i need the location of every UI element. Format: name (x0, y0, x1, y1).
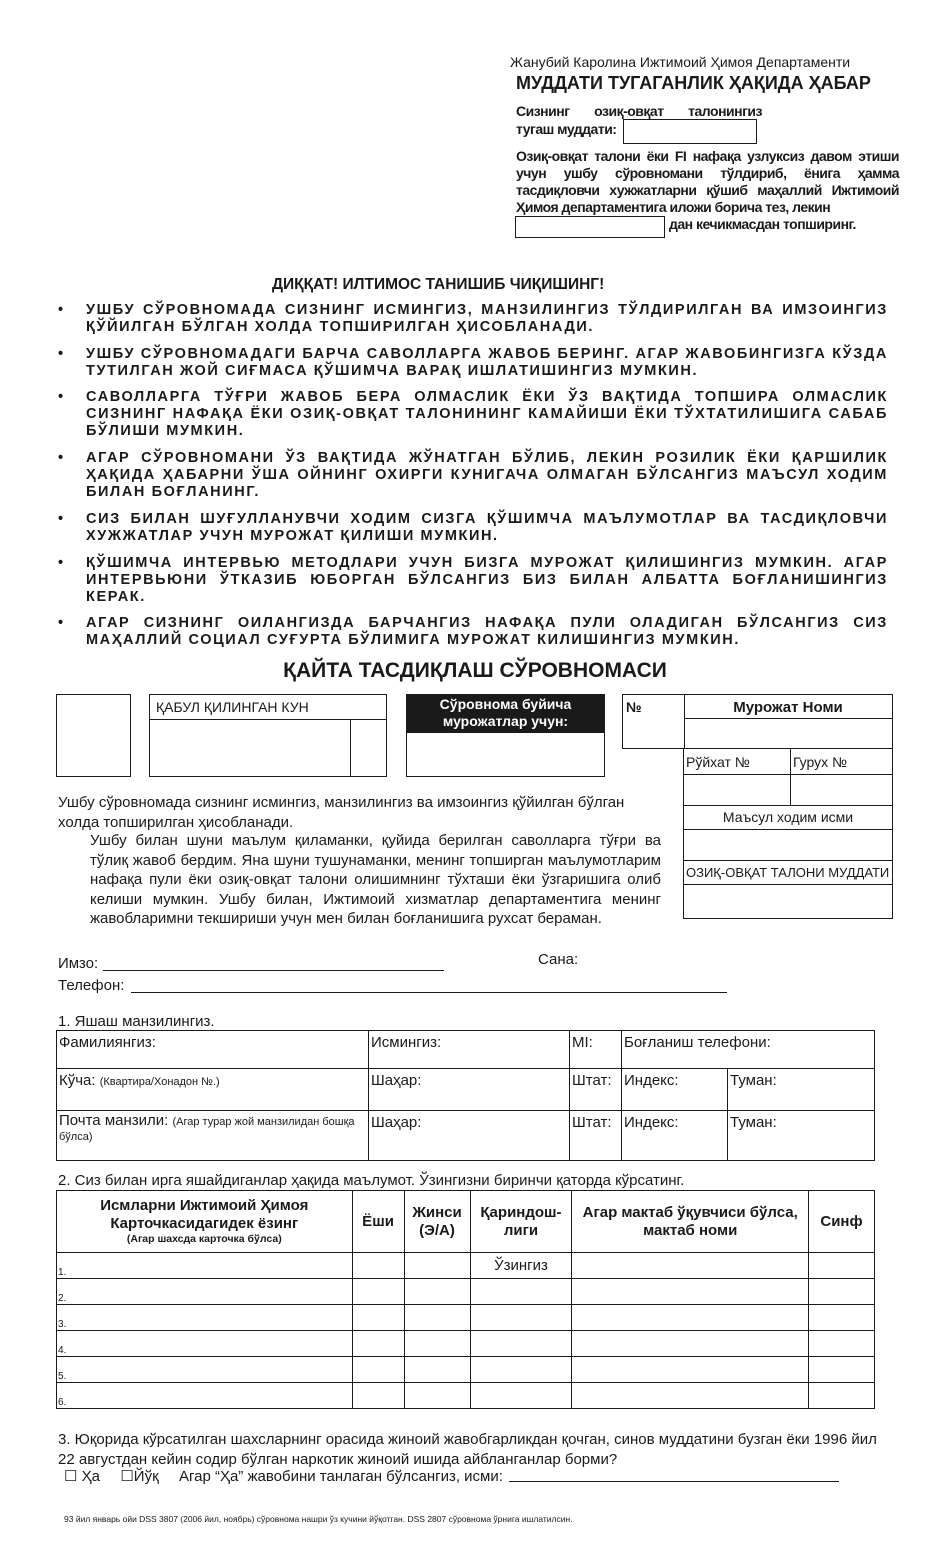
col-relation-header: Қариндош-лиги (470, 1191, 572, 1253)
inquiries-label: Сўровнома буйича мурожатлар учун: (407, 695, 604, 733)
table-row[interactable]: 2. (57, 1279, 875, 1305)
footer-note: 93 йил январь ойи DSS 3807 (2006 йил, ноябрь) сўровнома нашри ўз кучини йўқотган. DSS 2807 сўровнома ўрнига ишлатилсин. (64, 1514, 573, 1524)
mailing-county-label: Туман: (730, 1114, 777, 1131)
expiry-date-field[interactable] (623, 119, 757, 144)
bullet-icon: • (58, 389, 65, 405)
names-line[interactable] (509, 1481, 839, 1482)
phone-label: Телефон: (58, 977, 125, 994)
statement-intro: Ушбу сўровномада сизнинг исмингиз, манзилингиз ва имзоингиз қўйилган бўлган холда топширилган ҳисобланади. (58, 794, 625, 831)
table-row[interactable]: 5. (57, 1357, 875, 1383)
contact-phone-label: Боғланиш телефони: (624, 1034, 771, 1051)
department-name: Жанубий Каролина Ижтимоий Ҳимоя Департаменти (510, 54, 851, 70)
case-details-box (683, 748, 893, 919)
received-date-box (149, 694, 387, 777)
table-row[interactable]: 1. Ўзингиз (57, 1253, 875, 1279)
mailing-label: Почта манзили: (59, 1112, 169, 1129)
bullet-icon: • (58, 450, 65, 466)
notice-heading: ДИҚҚАТ! ИЛТИМОС ТАНИШИБ ЧИҚИШИНГ! (272, 276, 605, 293)
food-stamp-period-label: ОЗИҚ-ОВҚАТ ТАЛОНИ МУДДАТИ (686, 865, 890, 880)
yes-label: Ҳа (81, 1468, 100, 1485)
table-row[interactable]: 4. (57, 1331, 875, 1357)
phone-line[interactable] (131, 992, 727, 993)
case-name-label: Мурожат Номи (733, 699, 843, 716)
case-no-label: № (626, 699, 642, 715)
zip-label: Индекс: (624, 1072, 679, 1089)
no-checkbox[interactable]: ☐ (120, 1468, 134, 1485)
mailing-note: (Агар турар жой манзилидан бошқа бўлса) (59, 1116, 355, 1143)
section2-title: 2. Сиз билан ирга яшайдиганлар ҳақида маълумот. Ўзингизни биринчи қаторда кўрсатинг. (58, 1172, 685, 1189)
last-name-label: Фамилиянгиз: (59, 1034, 156, 1051)
mailing-city-label: Шаҳар: (371, 1114, 422, 1131)
col-name-header: Исмларни Ижтимоий Ҳимоя Карточкасидагидек ёзинг (Агар шахсда карточка бўлса) (57, 1191, 353, 1253)
form-title: ҚАЙТА ТАСДИҚЛАШ СЎРОВНОМАСИ (283, 659, 667, 682)
list-no-label: Рўйхат № (686, 754, 750, 770)
signature-label: Имзо: (58, 955, 99, 972)
yes-checkbox[interactable]: ☐ (64, 1468, 78, 1485)
table-row[interactable]: 3. (57, 1305, 875, 1331)
table-row[interactable]: 6. (57, 1383, 875, 1409)
date-label: Сана: (538, 951, 579, 968)
col-sex-header: Жинси (Э/А) (404, 1191, 470, 1253)
address-table (56, 1030, 875, 1161)
self-label: Ўзингиз (470, 1253, 572, 1279)
col-name-note: (Агар шахсда карточка бўлса) (126, 1233, 282, 1245)
col-grade-header: Синф (808, 1191, 874, 1253)
worker-name-label: Маъсул ходим исми (722, 809, 854, 825)
bullet-icon: • (58, 511, 65, 527)
case-box (622, 694, 893, 749)
bullet-icon: • (58, 346, 65, 362)
office-stamp-box (56, 694, 131, 777)
state-label: Штат: (572, 1072, 612, 1089)
inquiries-box (406, 694, 605, 777)
mi-label: MI: (572, 1034, 593, 1051)
mailing-zip-label: Индекс: (624, 1114, 679, 1131)
names-label: Агар “Ҳа” жавобини танлаган бўлсангиз, исми: (178, 1468, 503, 1485)
mailing-state-label: Штат: (572, 1114, 612, 1131)
signature-line[interactable] (103, 970, 444, 971)
city-label: Шаҳар: (371, 1072, 422, 1089)
section1-title: 1. Яшаш манзилингиз. (58, 1013, 215, 1030)
group-no-label: Гурух № (793, 754, 848, 770)
col-age-header: Ёши (352, 1191, 404, 1253)
deadline-suffix: дан кечикмасдан топширинг. (669, 216, 856, 232)
no-label: Йўқ (133, 1468, 159, 1485)
received-date-label: ҚАБУЛ ҚИЛИНГАН КУН (156, 699, 309, 715)
first-name-label: Исмингиз: (371, 1034, 442, 1051)
street-label: Кўча: (59, 1072, 96, 1089)
instruction-text: Озиқ-овқат талони ёки FI нафақа узлуксиз давом этиши учун ушбу сўровномани тўлдириб, ёнига ҳамма тасдиқловчи хужжатларни қўшиб маҳаллий Ижтимоий Ҳимоя департаментига иложи борича тез, лекин (516, 148, 899, 215)
bullet-icon: • (58, 555, 65, 571)
section3-answers (64, 1467, 503, 1485)
expiry-label-line1: Сизнинг озиқ-овқат талонингиз (516, 103, 762, 119)
expiry-label-line2: тугаш муддати: (516, 121, 617, 137)
street-note: (Квартира/Хонадон №.) (99, 1076, 220, 1088)
col-school-header: Агар мактаб ўқувчиси бўлса, мактаб номи (572, 1191, 809, 1253)
bullet-icon: • (58, 302, 65, 318)
county-label: Туман: (730, 1072, 777, 1089)
notice-title: МУДДАТИ ТУГАГАНЛИК ҲАҚИДА ҲАБАР (516, 73, 871, 93)
deadline-date-field[interactable] (515, 216, 665, 238)
bullet-icon: • (58, 615, 65, 631)
section3-question: 3. Юқорида кўрсатилган шахсларнинг орасида жиноий жавобгарликдан қочган, синов муддатини бузган ёки 1996 йил 22 августдан кейин содир бўлган наркотик жиноий ишида айбланганлар борми? (58, 1431, 877, 1468)
household-table (56, 1190, 875, 1409)
statement-body: Ушбу билан шуни маълум қиламанки, қуйида берилган саволларга тўғри ва тўлиқ жавоб бердим. Яна шуни тушунаманки, менинг топширган маълумотларим нафақа пули ёки озиқ-овқат талони олишимнинг тўхташи ёки ўзгаришига олиб келиши мумкин. Ушбу билан, Ижтимоий хизматлар департаментига менинг жавобларимни текшириши учун мен билан боғланишига рухсат бераман. (90, 832, 661, 927)
